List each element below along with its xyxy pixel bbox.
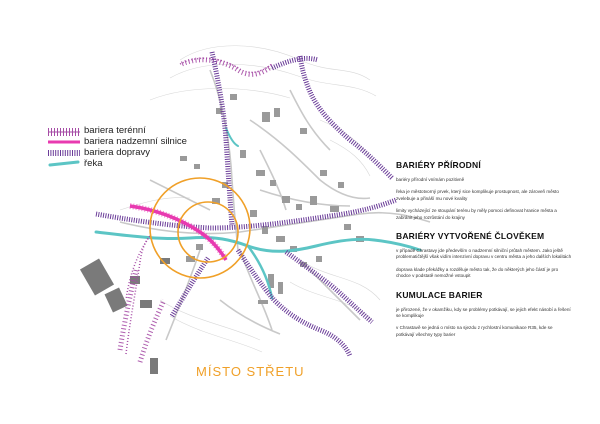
paragraph: v Chrastavě se jedná o místo na sjezdu z rychlostní komunikace R35, kde se potkávají všechny typy barier [396, 325, 553, 337]
river-swatch [48, 159, 80, 169]
paragraph: řeka je městotvorný prvek, který sice komplikuje prostupnost, ale zároveň město zvelebuje a přináší mu nové kvality [396, 189, 559, 201]
section-title-human: BARIÉRY VYTVOŘENÉ ČLOVĚKEM [396, 231, 545, 242]
paragraph: limity vycházející ze stoupání terénu by měly pomoci definovat hranice města a zabránit jeho rozrůstání do krajiny [396, 208, 557, 220]
meeting-point-label: MÍSTO STŘETU [196, 364, 305, 379]
legend-label-traffic: bariera dopravy [84, 147, 151, 158]
buildings [180, 94, 364, 304]
legend-label-overpass: bariera nadzemní silnice [84, 136, 187, 147]
section-title-natural: BARIÉRY PŘÍRODNÍ [396, 160, 481, 170]
river-tributary [248, 246, 272, 298]
paragraph: je přirozené, že v okamžiku, kdy se problémy potkávají, se jejich efekt násobí a řešení se komplikuje [396, 306, 571, 319]
terrain-barrier-lines-outer [120, 60, 272, 362]
overpass-barrier-swatch [48, 137, 80, 147]
terrain-barrier-swatch [48, 126, 80, 136]
section-title-cumulation: KUMULACE BARIER [396, 289, 483, 300]
paragraph: doprava klade překážky a rozděluje město tak, že do některých jeho částí je pro chodce v podstatě nemožné vstoupit [396, 266, 559, 279]
paragraph: v případě Chrastavy jde především o nadzemní silniční průtah městem. Jako ještě problematičtější však vidím intenzivní dopravu v centru města a jeho dalších lokalitách [396, 248, 572, 260]
terrain-barrier-lines [126, 58, 272, 354]
legend-label-terrain: bariera terénní [84, 125, 146, 136]
legend-label-river: řeka [84, 158, 103, 169]
river [96, 232, 420, 251]
text-panel [396, 160, 572, 344]
paragraph: bariéry přírodní vnímám pozitivně [396, 177, 465, 182]
traffic-barrier-swatch [48, 148, 80, 158]
industrial-buildings [80, 258, 170, 374]
